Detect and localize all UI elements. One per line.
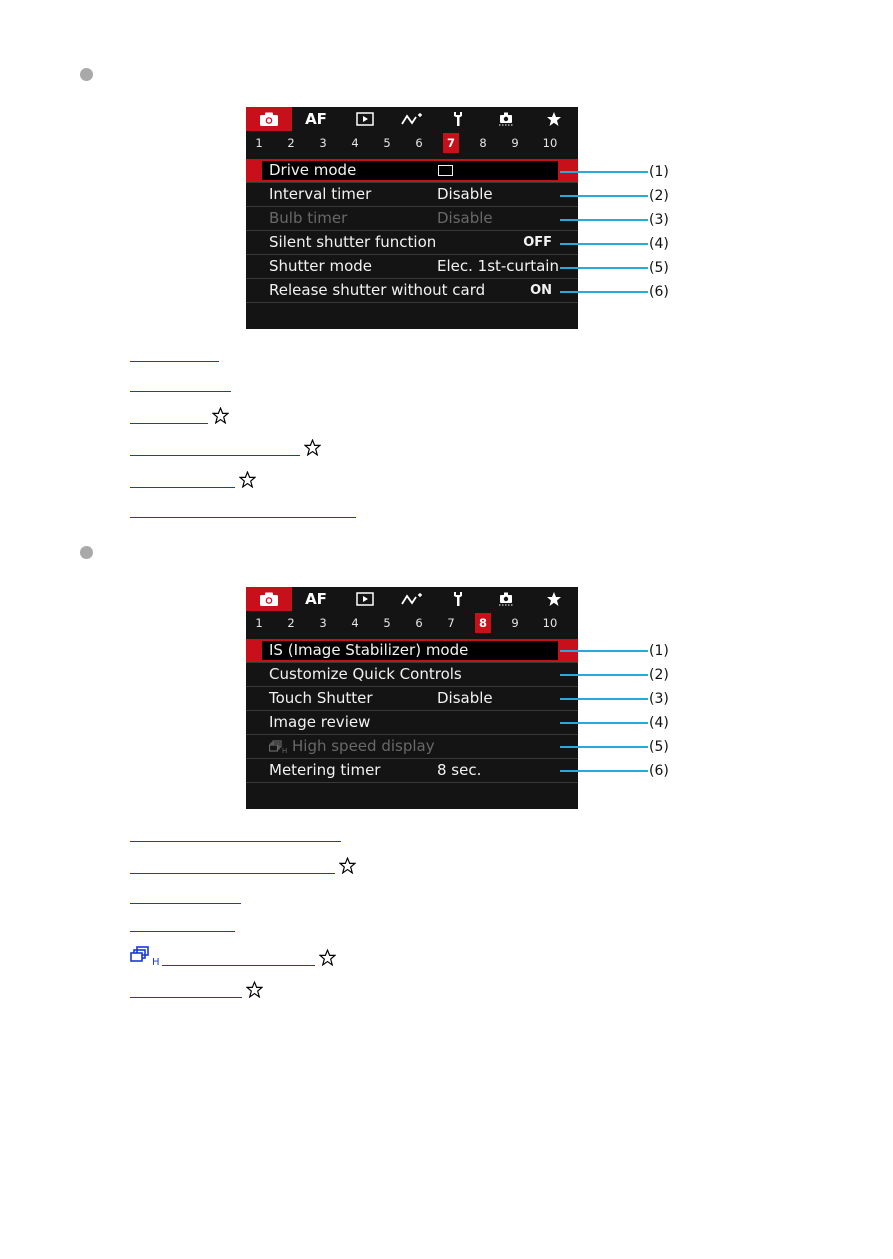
tab-setup[interactable] (444, 587, 472, 611)
star-icon (339, 857, 356, 874)
callout-number: (4) (649, 715, 669, 731)
menu-rows (246, 159, 578, 303)
single-shot-icon (438, 165, 453, 176)
callout-line (560, 698, 648, 700)
menu-row-release-without-card[interactable] (246, 279, 578, 303)
link-metering-timer[interactable] (130, 979, 263, 1001)
tab-shooting[interactable] (246, 107, 292, 131)
menu-row-label: Bulb timer (269, 209, 348, 227)
menu-row-label: Image review (269, 713, 371, 731)
menu-row-high-speed-display (246, 735, 578, 759)
menu-row-value: Disable (437, 689, 493, 707)
callout-number: (3) (649, 212, 669, 228)
menu-row-value: OFF (523, 235, 552, 250)
camera-icon (259, 112, 279, 127)
subtab-3[interactable]: 3 (319, 616, 327, 630)
sub-tab-bar (246, 131, 578, 155)
callout-line (560, 650, 648, 652)
menu-row-label: IS (Image Stabilizer) mode (269, 641, 469, 659)
menu-row-customize-quick-controls[interactable] (246, 663, 578, 687)
link-high-speed-display[interactable] (130, 946, 336, 968)
link-interval-timer[interactable] (130, 373, 231, 395)
callout-line (560, 219, 648, 221)
callout-line (560, 267, 648, 269)
menu-row-is-mode[interactable] (246, 639, 578, 663)
camera-menu-screen (246, 587, 578, 809)
menu-row-value: 8 sec. (437, 761, 482, 779)
link-customize-quick-controls[interactable] (130, 855, 356, 877)
menu-row-label: Touch Shutter (269, 689, 373, 707)
callout-number: (3) (649, 691, 669, 707)
svg-text:H: H (152, 957, 160, 966)
menu-row-label: Drive mode (269, 161, 357, 179)
link-is-mode[interactable] (130, 823, 341, 845)
star-icon (212, 407, 229, 424)
subtab-7[interactable]: 7 (447, 616, 455, 630)
callout-line (560, 291, 648, 293)
tab-shooting[interactable] (246, 587, 292, 611)
link-image-review[interactable] (130, 913, 235, 935)
custom-icon (497, 111, 515, 127)
custom-icon (497, 591, 515, 607)
menu-rows (246, 639, 578, 783)
menu-row-label: Metering timer (269, 761, 381, 779)
menu-tab-bar (246, 107, 578, 131)
play-icon (356, 112, 374, 126)
callout-line (560, 195, 648, 197)
section-bullet (80, 68, 93, 81)
wrench-icon (451, 111, 465, 127)
tab-custom-functions[interactable] (491, 107, 521, 131)
subtab-3[interactable]: 3 (319, 136, 327, 150)
callout-number: (2) (649, 188, 669, 204)
camera-menu-screen (246, 107, 578, 329)
subtab-10[interactable]: 10 (542, 136, 558, 150)
callout-line (560, 746, 648, 748)
subtab-4[interactable]: 4 (351, 616, 359, 630)
subtab-2[interactable]: 2 (287, 616, 295, 630)
subtab-4[interactable]: 4 (351, 136, 359, 150)
menu-row-drive-mode[interactable] (246, 159, 578, 183)
callout-number: (1) (649, 164, 669, 180)
link-shutter-mode[interactable] (130, 469, 256, 491)
menu-row-bulb-timer (246, 207, 578, 231)
link-drive-mode[interactable] (130, 343, 219, 365)
wrench-icon (451, 591, 465, 607)
svg-text:H: H (282, 747, 288, 754)
callout-line (560, 674, 648, 676)
tab-my-menu[interactable] (540, 107, 568, 131)
menu-row-label: Shutter mode (269, 257, 373, 275)
link-bulb-timer[interactable] (130, 405, 229, 427)
subtab-6[interactable]: 6 (415, 616, 423, 630)
menu-row-metering-timer[interactable] (246, 759, 578, 783)
subtab-1[interactable]: 1 (255, 616, 263, 630)
tab-custom-functions[interactable] (491, 587, 521, 611)
continuous-high-icon (130, 946, 162, 966)
continuous-high-icon (269, 740, 289, 754)
menu-tab-bar (246, 587, 578, 611)
subtab-1[interactable]: 1 (255, 136, 263, 150)
subtab-5[interactable]: 5 (383, 616, 391, 630)
subtab-6[interactable]: 6 (415, 136, 423, 150)
tab-playback[interactable] (350, 587, 380, 611)
callout-number: (1) (649, 643, 669, 659)
link-release-without-card[interactable] (130, 499, 356, 521)
callout-number: (6) (649, 284, 669, 300)
subtab-8[interactable]: 8 (475, 613, 491, 633)
menu-row-label: Interval timer (269, 185, 372, 203)
subtab-2[interactable]: 2 (287, 136, 295, 150)
star-icon (546, 591, 562, 607)
menu-row-label: Customize Quick Controls (269, 665, 462, 683)
wireless-icon (400, 112, 424, 126)
subtab-7[interactable]: 7 (443, 133, 459, 153)
callout-number: (6) (649, 763, 669, 779)
callout-number: (2) (649, 667, 669, 683)
subtab-10[interactable]: 10 (542, 616, 558, 630)
callout-line (560, 243, 648, 245)
star-icon (319, 949, 336, 966)
sub-tab-bar (246, 611, 578, 635)
star-icon (246, 981, 263, 998)
menu-row-touch-shutter[interactable] (246, 687, 578, 711)
menu-row-image-review[interactable] (246, 711, 578, 735)
tab-af[interactable] (299, 107, 333, 131)
menu-row-value: ON (530, 283, 552, 298)
callout-line (560, 722, 648, 724)
menu-row-value: Disable (437, 185, 493, 203)
tab-af-label: AF (305, 590, 327, 608)
menu-row-label: Release shutter without card (269, 281, 486, 299)
callout-line (560, 770, 648, 772)
play-icon (356, 592, 374, 606)
camera-icon (259, 592, 279, 607)
subtab-5[interactable]: 5 (383, 136, 391, 150)
menu-row-interval-timer[interactable] (246, 183, 578, 207)
tab-wireless[interactable] (396, 587, 428, 611)
callout-line (560, 171, 648, 173)
tab-my-menu[interactable] (540, 587, 568, 611)
tab-setup[interactable] (444, 107, 472, 131)
section-bullet (80, 546, 93, 559)
tab-playback[interactable] (350, 107, 380, 131)
menu-row-shutter-mode[interactable] (246, 255, 578, 279)
tab-af-label: AF (305, 110, 327, 128)
star-icon (304, 439, 321, 456)
menu-row-label: Silent shutter function (269, 233, 437, 251)
menu-row-value: Disable (437, 209, 493, 227)
link-silent-shutter[interactable] (130, 437, 321, 459)
link-touch-shutter[interactable] (130, 885, 241, 907)
tab-wireless[interactable] (396, 107, 428, 131)
subtab-8[interactable]: 8 (479, 136, 487, 150)
menu-row-silent-shutter[interactable] (246, 231, 578, 255)
callout-number: (5) (649, 260, 669, 276)
star-icon (239, 471, 256, 488)
callout-number: (4) (649, 236, 669, 252)
menu-row-value: Elec. 1st-curtain (437, 257, 559, 275)
subtab-9[interactable]: 9 (511, 616, 519, 630)
tab-af[interactable] (299, 587, 333, 611)
star-icon (546, 111, 562, 127)
wireless-icon (400, 592, 424, 606)
callout-number: (5) (649, 739, 669, 755)
menu-row-label: High speed display (292, 737, 435, 755)
subtab-9[interactable]: 9 (511, 136, 519, 150)
